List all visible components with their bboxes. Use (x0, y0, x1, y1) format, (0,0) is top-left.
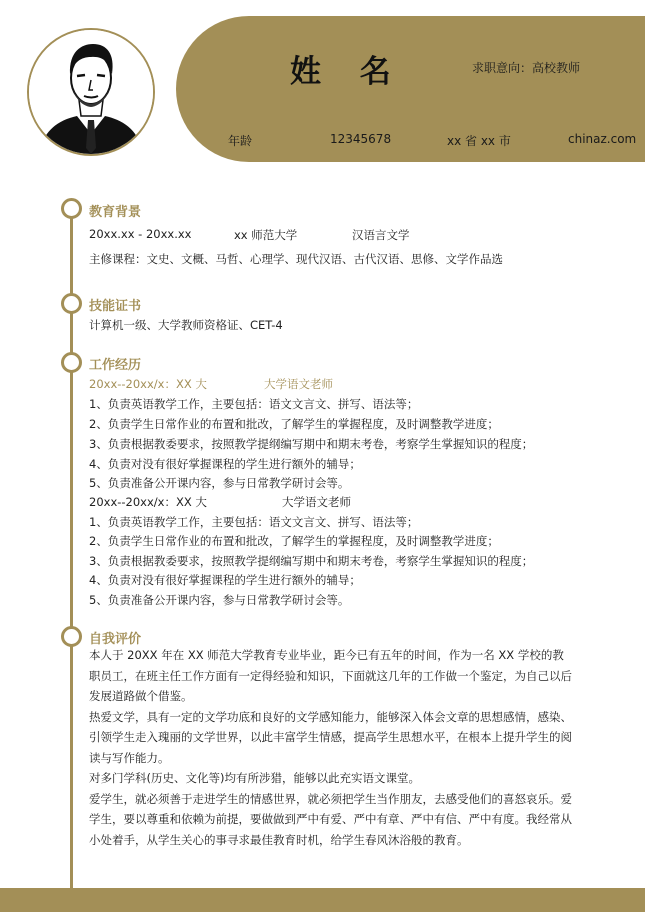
education-school: xx 师范大学 (234, 228, 298, 242)
job-intent: 求职意向：高校教师 (472, 61, 581, 75)
section-title-work: 工作经历 (89, 358, 142, 373)
portrait-icon (29, 30, 153, 154)
self-eval-paragraph: 对多门学科(历史、文化等)均有所涉猎，能够以此充实语文课堂。 (89, 771, 420, 785)
education-major: 汉语言文学 (352, 228, 410, 242)
location: xx 省 xx 市 (447, 134, 511, 148)
job2-duty: 4、负责对没有很好掌握课程的学生进行额外的辅导； (89, 573, 361, 587)
footer-band (0, 888, 645, 912)
job1-period: 20xx--20xx/x：XX 大 (89, 377, 207, 391)
section-title-self-eval: 自我评价 (89, 632, 142, 647)
phone: 12345678 (330, 132, 392, 146)
job1-duty: 5、负责准备公开课内容，参与日常教学研讨会等。 (89, 476, 350, 490)
education-courses: 主修课程：文史、文概、马哲、心理学、现代汉语、古代汉语、思修、文学作品选 (89, 252, 503, 266)
job2-period: 20xx--20xx/x：XX 大 (89, 495, 207, 509)
job2-position: 大学语文老师 (282, 495, 351, 509)
job2-duty: 2、负责学生日常作业的布置和批改，了解学生的掌握程度，及时调整教学进度； (89, 534, 499, 548)
job2-duty: 1、负责英语教学工作，主要包括：语文文言文、拼写、语法等； (89, 515, 419, 529)
job1-duty: 4、负责对没有很好掌握课程的学生进行额外的辅导； (89, 457, 361, 471)
job2-duty: 5、负责准备公开课内容，参与日常教学研讨会等。 (89, 593, 350, 607)
timeline-node-work (61, 352, 82, 373)
job2-duty: 3、负责根据教委要求，按照教学提纲编写期中和期末考卷，考察学生掌握知识的程度； (89, 554, 534, 568)
self-eval-text (89, 645, 575, 850)
avatar (27, 28, 155, 156)
timeline-node-education (61, 198, 82, 219)
self-eval-paragraph: 热爱文学，具有一定的文学功底和良好的文学感知能力，能够深入体会文章的思想感情，感染、引领学生走入瑰丽的文学世界，以此丰富学生情感，提高学生思想水平，在根本上提升学生的阅读与写作能力。 (89, 709, 572, 765)
job1-duty: 2、负责学生日常作业的布置和批改，了解学生的掌握程度，及时调整教学进度； (89, 417, 499, 431)
skills-text: 计算机一级、大学教师资格证、CET-4 (89, 318, 283, 332)
age-label: 年龄 (228, 134, 253, 148)
section-title-education: 教育背景 (89, 205, 142, 220)
self-eval-paragraph: 爱学生，就必须善于走进学生的情感世界，就必须把学生当作朋友，去感受他们的喜怒哀乐。爱学生，要以尊重和依赖为前提，要做做到严中有爱、严中有章、严中有信、严中有度。我经常从小处着手，从学生关心的事寻求最佳教育时机，给学生春风沐浴般的教育。 (89, 791, 572, 847)
resume-name: 姓 名 (290, 54, 405, 90)
timeline-node-self-eval (61, 626, 82, 647)
website: chinaz.com (568, 132, 637, 146)
job1-duty: 3、负责根据教委要求，按照教学提纲编写期中和期末考卷，考察学生掌握知识的程度； (89, 437, 534, 451)
education-period: 20xx.xx - 20xx.xx (89, 227, 192, 241)
section-title-skills: 技能证书 (89, 299, 142, 314)
job1-duty: 1、负责英语教学工作，主要包括：语文文言文、拼写、语法等； (89, 397, 419, 411)
self-eval-paragraph: 本人于 20XX 年在 XX 师范大学教育专业毕业，距今已有五年的时间，作为一名 XX 学校的教职员工，在班主任工作方面有一定得经验和知识，下面就这几年的工作做一个鉴定，为自己以后发展道路做个借鉴。 (89, 648, 572, 703)
timeline-node-skills (61, 293, 82, 314)
job1-position: 大学语文老师 (264, 377, 333, 391)
